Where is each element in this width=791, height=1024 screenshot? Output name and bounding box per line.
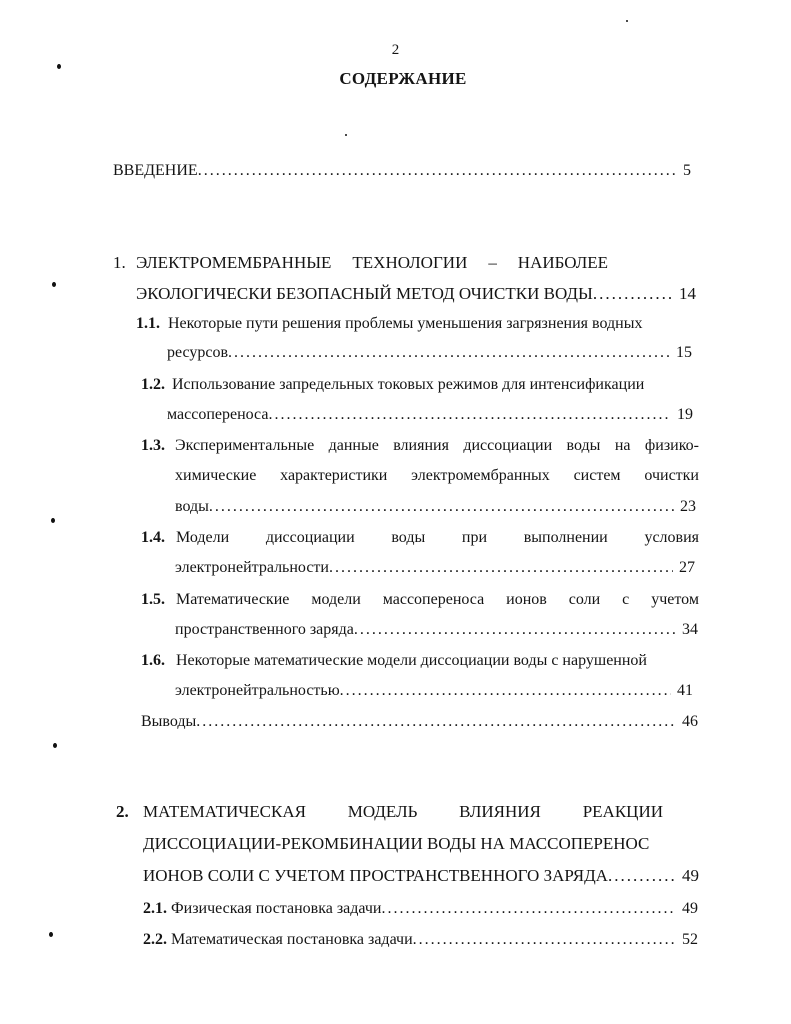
toc-entry-intro[interactable] — [113, 162, 691, 180]
chapter-2-title-line3: ИОНОВ СОЛИ С УЧЕТОМ ПРОСТРАНСТВЕННОГО ЗАРЯДА — [143, 866, 608, 885]
dot-leader — [268, 406, 671, 424]
section-1-4-title-line1: Модели диссоциации воды при выполнении условия — [176, 529, 699, 546]
toc-entry-1-6[interactable] — [175, 682, 693, 700]
chapter-1-number: 1. — [113, 253, 126, 272]
chapter-1-page: 14 — [679, 284, 696, 303]
section-1-3-title-line1: Экспериментальные данные влияния диссоциации воды на физико- — [175, 437, 699, 454]
chapter-2-number: 2. — [116, 802, 129, 821]
scan-speck — [52, 282, 56, 287]
toc-entry-conclusions[interactable] — [141, 713, 698, 731]
section-2-1-label: Физическая постановка задачи — [171, 900, 382, 917]
dot-leader — [209, 498, 674, 516]
scan-speck — [345, 134, 347, 136]
dot-leader — [198, 162, 677, 180]
section-1-1-title-line2: ресурсов — [167, 344, 229, 361]
scan-speck — [57, 64, 61, 69]
toc-entry-1-3[interactable] — [175, 498, 696, 516]
chapter-2-title-line2: ДИССОЦИАЦИИ-РЕКОМБИНАЦИИ ВОДЫ НА МАССОПЕРЕНОС — [143, 834, 650, 853]
section-1-6-title-line2: электронейтральностью — [175, 682, 340, 699]
page-number: 2 — [391, 42, 400, 58]
section-1-4-number: 1.4. — [141, 529, 165, 546]
section-1-5-number: 1.5. — [141, 591, 165, 608]
section-1-2-title-line2: массопереноса — [167, 406, 269, 423]
toc-entry-chapter-2[interactable] — [143, 866, 699, 886]
dot-leader — [354, 621, 676, 639]
section-1-3-number: 1.3. — [141, 437, 165, 454]
section-1-6-number: 1.6. — [141, 652, 165, 669]
dot-leader — [228, 344, 670, 362]
chapter-1-title-line2: ЭКОЛОГИЧЕСКИ БЕЗОПАСНЫЙ МЕТОД ОЧИСТКИ ВОДЫ — [136, 284, 593, 303]
section-1-5-title-line1: Математические модели массопереноса ионов соли с учетом — [176, 591, 699, 608]
chapter-2-page: 49 — [682, 866, 699, 885]
dot-leader — [413, 931, 676, 949]
section-1-6-title-line1: Некоторые математические модели диссоциации воды с нарушенной — [176, 652, 647, 669]
section-1-4-title-line2: электронейтральности — [175, 559, 329, 576]
toc-entry-1-5[interactable] — [175, 621, 698, 639]
section-1-5-title-line2: пространственного заряда — [175, 621, 354, 638]
section-1-4-page: 27 — [679, 559, 695, 576]
toc-entry-1-2[interactable] — [167, 406, 693, 424]
scan-speck — [626, 20, 628, 22]
scan-speck — [53, 743, 57, 748]
section-1-3-title-line3: воды — [175, 498, 209, 515]
dot-leader — [381, 900, 676, 918]
dot-leader — [329, 559, 673, 577]
section-1-2-page: 19 — [677, 406, 693, 423]
toc-entry-2-2[interactable] — [143, 931, 698, 949]
section-1-1-title-line1: Некоторые пути решения проблемы уменьшения загрязнения водных — [168, 315, 643, 332]
toc-entry-2-1[interactable] — [143, 900, 698, 918]
section-1-3-page: 23 — [680, 498, 696, 515]
section-1-1-number: 1.1. — [136, 315, 160, 332]
toc-entry-1-4[interactable] — [175, 559, 695, 577]
scan-speck — [51, 518, 55, 523]
dot-leader — [196, 713, 676, 731]
section-2-2-label: Математическая постановка задачи — [171, 931, 413, 948]
section-1-2-number: 1.2. — [141, 376, 165, 393]
conclusions-label: Выводы — [141, 713, 197, 730]
dot-leader — [340, 682, 671, 700]
section-1-5-page: 34 — [682, 621, 698, 638]
section-1-2-title-line1: Использование запредельных токовых режимов для интенсификации — [172, 376, 645, 393]
conclusions-page: 46 — [682, 713, 698, 730]
toc-intro-page: 5 — [683, 162, 691, 179]
dot-leader — [593, 284, 673, 304]
dot-leader — [608, 866, 676, 886]
section-2-1-page: 49 — [682, 900, 698, 917]
section-2-2-page: 52 — [682, 931, 698, 948]
section-1-3-title-line2: химические характеристики электромембранных систем очистки — [175, 467, 699, 484]
toc-intro-label: ВВЕДЕНИЕ — [113, 162, 198, 179]
scan-speck — [49, 932, 53, 937]
chapter-1-title-line1: ЭЛЕКТРОМЕМБРАННЫЕ ТЕХНОЛОГИИ – НАИБОЛЕЕ — [136, 253, 608, 272]
toc-entry-chapter-1[interactable] — [136, 284, 696, 304]
section-2-1-number: 2.1. — [143, 900, 167, 917]
section-1-1-page: 15 — [676, 344, 692, 361]
section-2-2-number: 2.2. — [143, 931, 167, 948]
toc-entry-1-1[interactable] — [167, 344, 692, 362]
page-title: СОДЕРЖАНИЕ — [339, 69, 467, 88]
chapter-2-title-line1: МАТЕМАТИЧЕСКАЯ МОДЕЛЬ ВЛИЯНИЯ РЕАКЦИИ — [143, 802, 663, 821]
section-1-6-page: 41 — [677, 682, 693, 699]
